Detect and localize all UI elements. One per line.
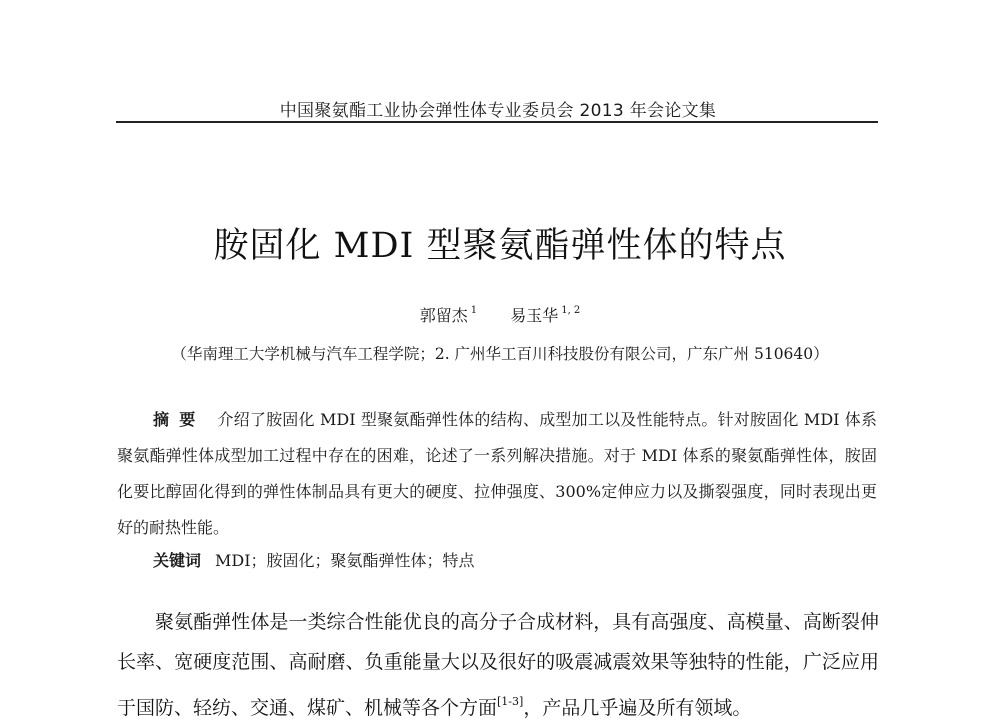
author-line (0, 303, 1000, 326)
author-name: 郭留杰 (419, 306, 468, 325)
author-affiliation-mark: 1, 2 (561, 305, 581, 316)
affiliation: （华南理工大学机械与汽车工程学院；2. 广州华工百川科技股份有限公司，广东广州 510640） (171, 345, 829, 363)
running-header: 中国聚氨酯工业协会弹性体专业委员会 2013 年会论文集 (279, 101, 717, 121)
citation: [1-3] (497, 695, 524, 708)
author-affiliation-mark: 1 (470, 305, 478, 316)
abstract-label: 摘要 (153, 410, 206, 429)
body-paragraph (117, 602, 879, 728)
keywords-label: 关键词 (153, 551, 202, 570)
keywords-text: MDI；胺固化；聚氨酯弹性体；特点 (215, 551, 475, 570)
author-name: 易玉华 (510, 306, 559, 325)
author (420, 306, 477, 325)
abstract (117, 402, 877, 546)
paper-title: 胺固化 MDI 型聚氨酯弹性体的特点 (213, 226, 787, 266)
author (510, 306, 580, 325)
body-text-tail: ，产品几乎遍及所有领域。 (523, 697, 752, 719)
header-rule (116, 121, 878, 123)
keywords (153, 548, 877, 571)
body-text: 聚氨酯弹性体是一类综合性能优良的高分子合成材料，具有高强度、高模量、高断裂伸长率、宽硬度范围、高耐磨、负重能量大以及很好的吸震减震效果等独特的性能，广泛应用于国防、轻纺、交通、煤矿、机械等各个方面 (117, 611, 879, 719)
abstract-text: 介绍了胺固化 MDI 型聚氨酯弹性体的结构、成型加工以及性能特点。针对胺固化 MDI 体系聚氨酯弹性体成型加工过程中存在的困难，论述了一系列解决措施。对于 MDI 体系的聚氨酯弹性体，胺固化要比醇固化得到的弹性体制品具有更大的硬度、拉伸强度、300%定伸应力以及撕裂强度，同时表现出更好的耐热性能。 (117, 410, 877, 537)
